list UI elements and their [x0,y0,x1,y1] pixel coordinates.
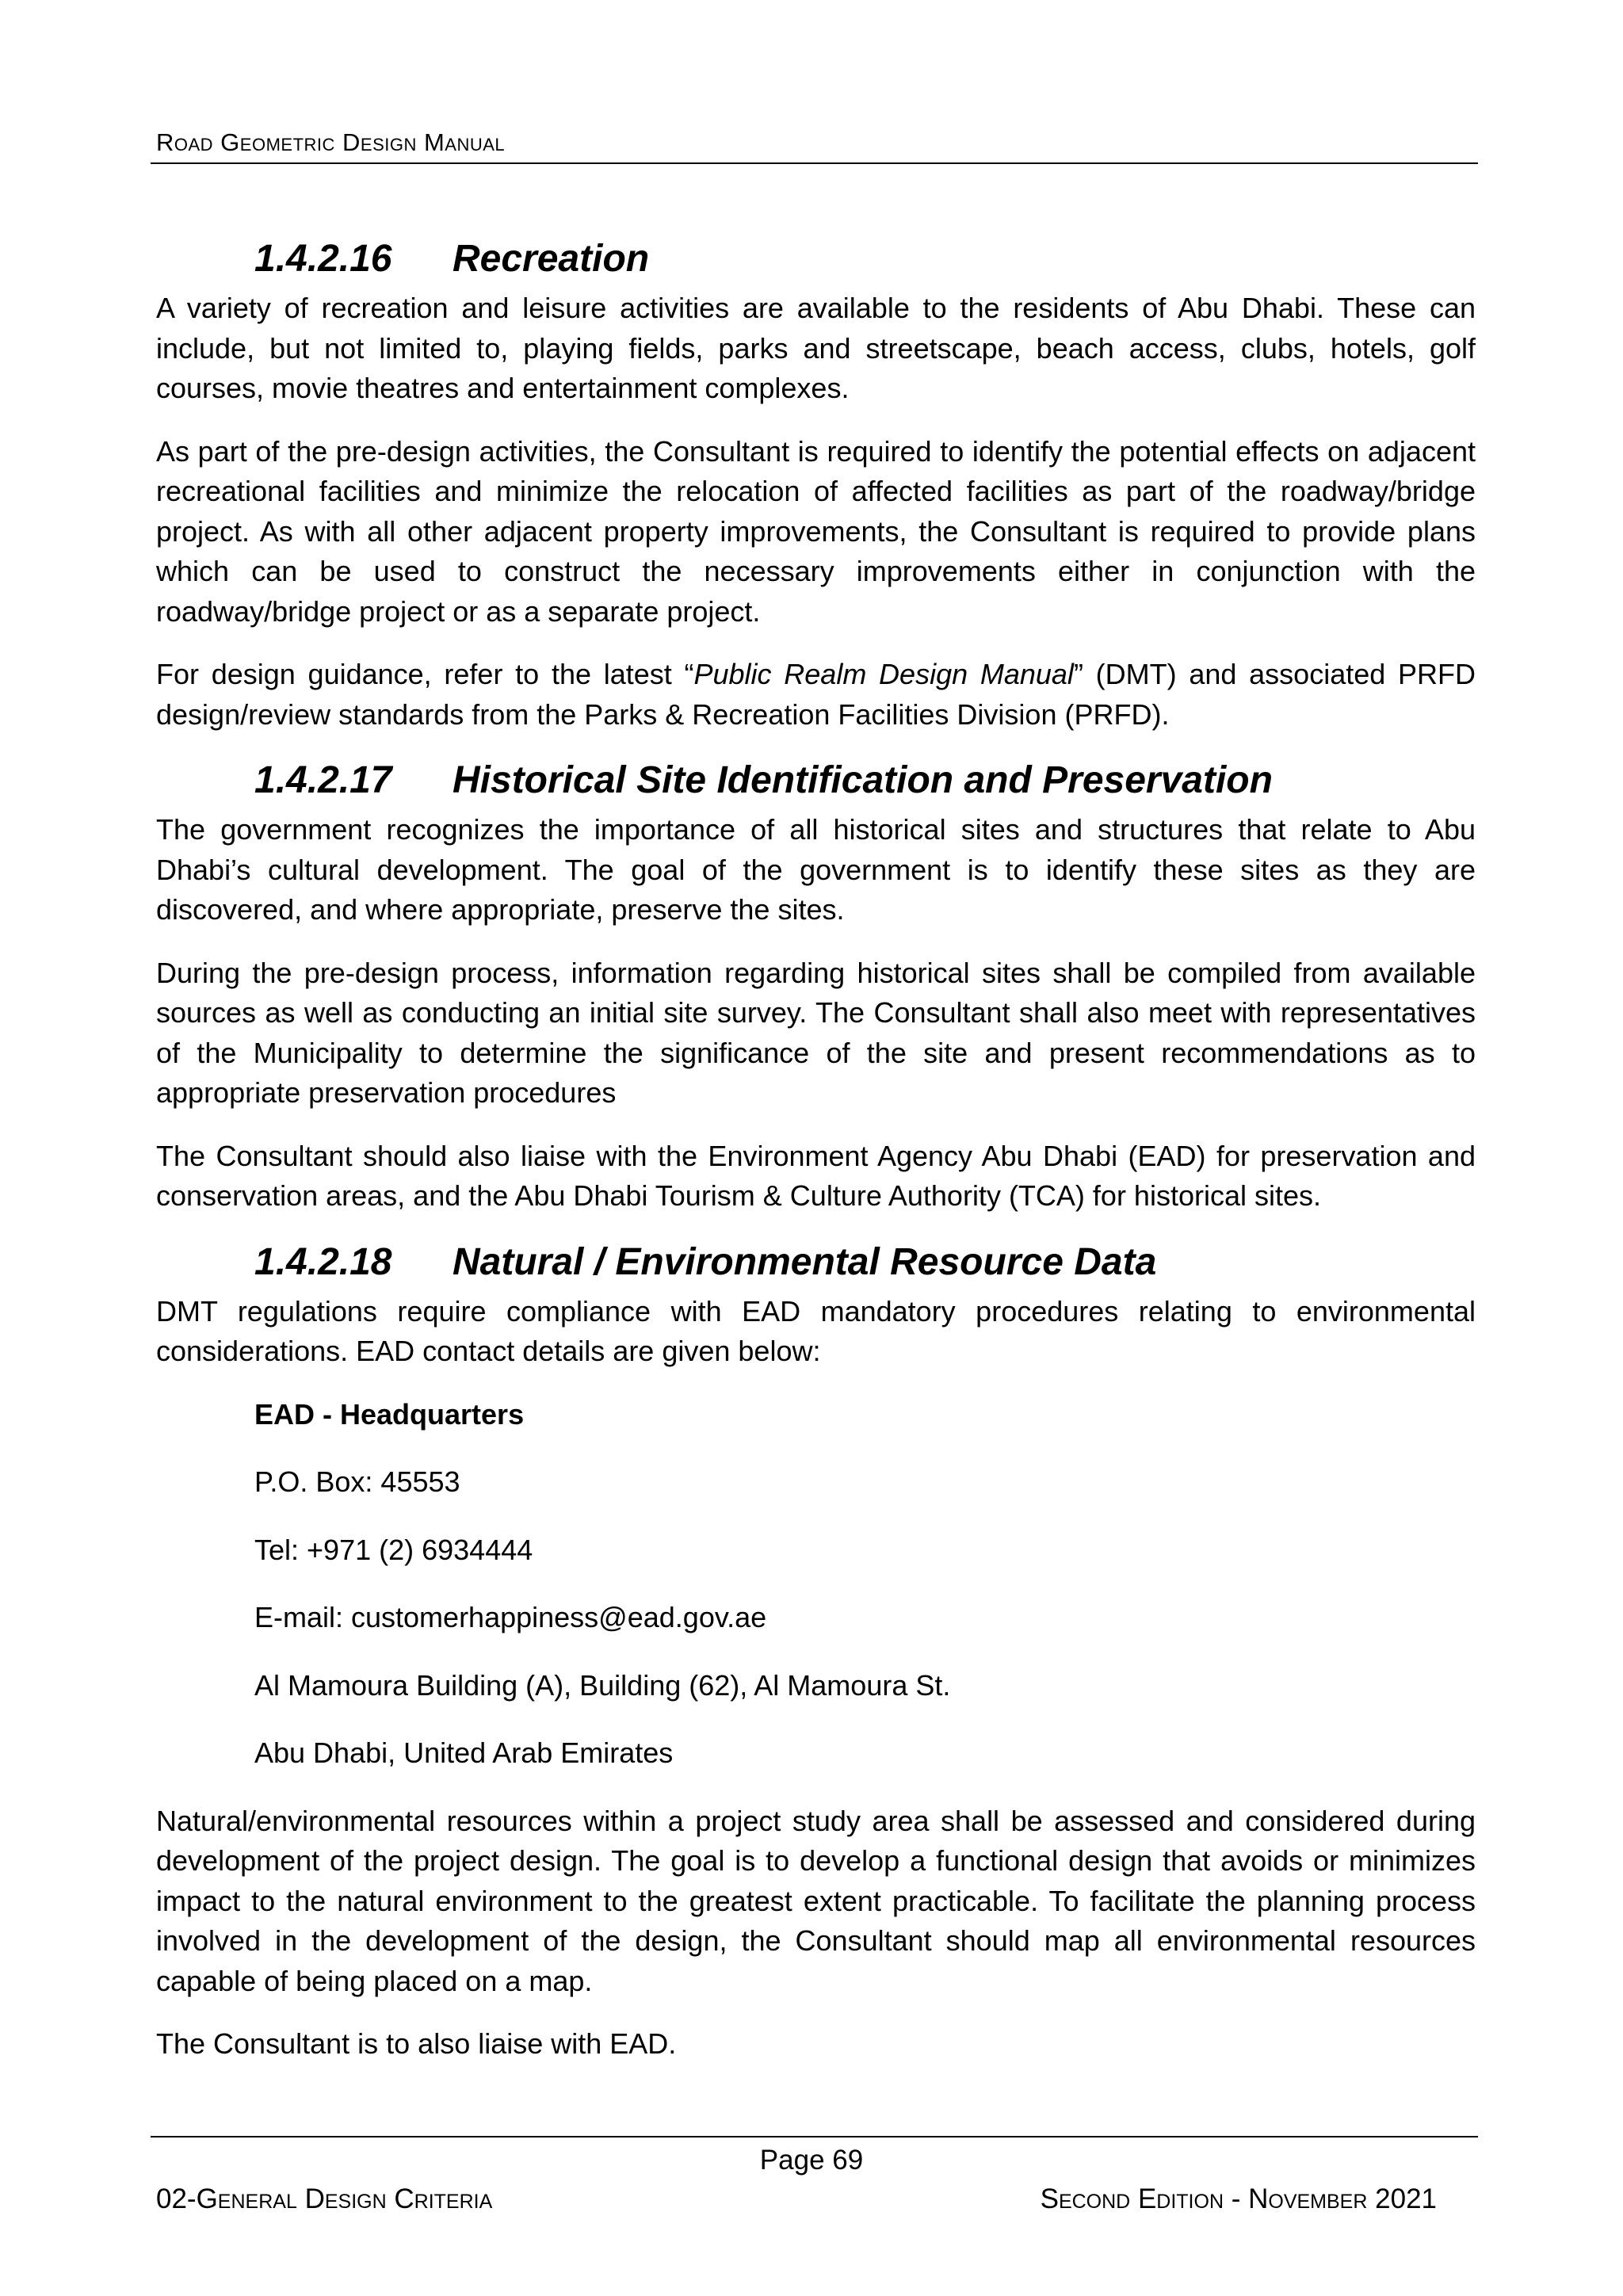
paragraph: The Consultant should also liaise with the Environment Agency Abu Dhabi (EAD) for preservation and conservation areas, and the Abu Dhabi Tourism & Culture Authority (TCA) for historical sites. [156,1139,1476,1212]
contact-phone: Tel: +971 (2) 6934444 [254,1533,533,1566]
paragraph: DMT regulations require compliance with EAD mandatory procedures relating to environmental considerations. EAD contact details are given below: [156,1294,1476,1367]
section-heading-historical-sites [156,751,1476,810]
section-heading-environmental-data [156,1233,1476,1292]
footer-rule [151,2136,1478,2137]
contact-email: E-mail: customerhappiness@ead.gov.ae [254,1601,767,1633]
paragraph: A variety of recreation and leisure activities are available to the residents of Abu Dhabi. These can include, but not limited to, playing fields, parks and streetscape, beach access, clubs, hotels, golf courses, movie theatres and entertainment complexes. [156,292,1476,404]
text-run: For design guidance, refer to the latest “ [156,658,694,690]
paragraph: The government recognizes the importance of all historical sites and structures that relate to Abu Dhabi’s cultural development. The goal of the government is to identify these sites as they are discovered, and where appropriate, preserve the sites. [156,813,1476,926]
contact-org: EAD - Headquarters [254,1397,525,1431]
contact-details [254,1395,1476,1774]
guidance-paragraph [156,655,1476,735]
contact-address-line1: Al Mamoura Building (A), Building (62), Al Mamoura St. [254,1668,951,1702]
contact-po-box: P.O. Box: 45553 [254,1465,460,1498]
paragraph: The Consultant is to also liaise with EAD. [156,2027,677,2060]
header-rule [151,162,1478,164]
paragraph: Natural/environmental resources within a project study area shall be assessed and considered during development of the project design. The goal is to develop a functional design that avoids or minimizes impact to the natural environment to the greatest extent practicable. To facilitate the planning process involved in the development of the design, the Consultant should map all environmental resources capable of being placed on a map. [156,1804,1476,1997]
section-number: 1.4.2.16 [254,238,392,280]
section-title: Historical Site Identification and Preservation [453,759,1273,801]
page-content [156,230,1476,2088]
footer-chapter: 02-General Design Criteria [156,2183,493,2214]
paragraph: As part of the pre-design activities, the Consultant is required to identify the potential effects on adjacent recreational facilities and minimize the relocation of affected facilities as part of the roadway/bridge project. As with all other adjacent property improvements, the Consultant is required to provide plans which can be used to construct the necessary improvements either in conjunction with the roadway/bridge project or as a separate project. [156,434,1476,628]
section-title: Recreation [453,238,650,280]
text-run: ” (DMT) and associated PRFD design/review standards from the Parks & Recreation Facilities Division (PRFD). [156,658,1476,731]
contact-address-line2: Abu Dhabi, United Arab Emirates [254,1736,674,1769]
section-number: 1.4.2.17 [254,759,392,801]
running-header: Road Geometric Design Manual [156,128,506,156]
paragraph: During the pre-design process, information regarding historical sites shall be compiled from available sources as well as conducting an initial site survey. The Consultant shall also meet with representatives of the Municipality to determine the significance of the site and present recommendations as to appropriate preservation procedures [156,956,1476,1109]
section-heading-recreation [156,230,1476,288]
section-number: 1.4.2.18 [254,1240,392,1283]
section-title: Natural / Environmental Resource Data [453,1240,1157,1283]
manual-title: Public Realm Design Manual [693,658,1074,690]
footer-edition: Second Edition - November 2021 [1040,2183,1437,2214]
page-number: Page 69 [759,2145,864,2176]
